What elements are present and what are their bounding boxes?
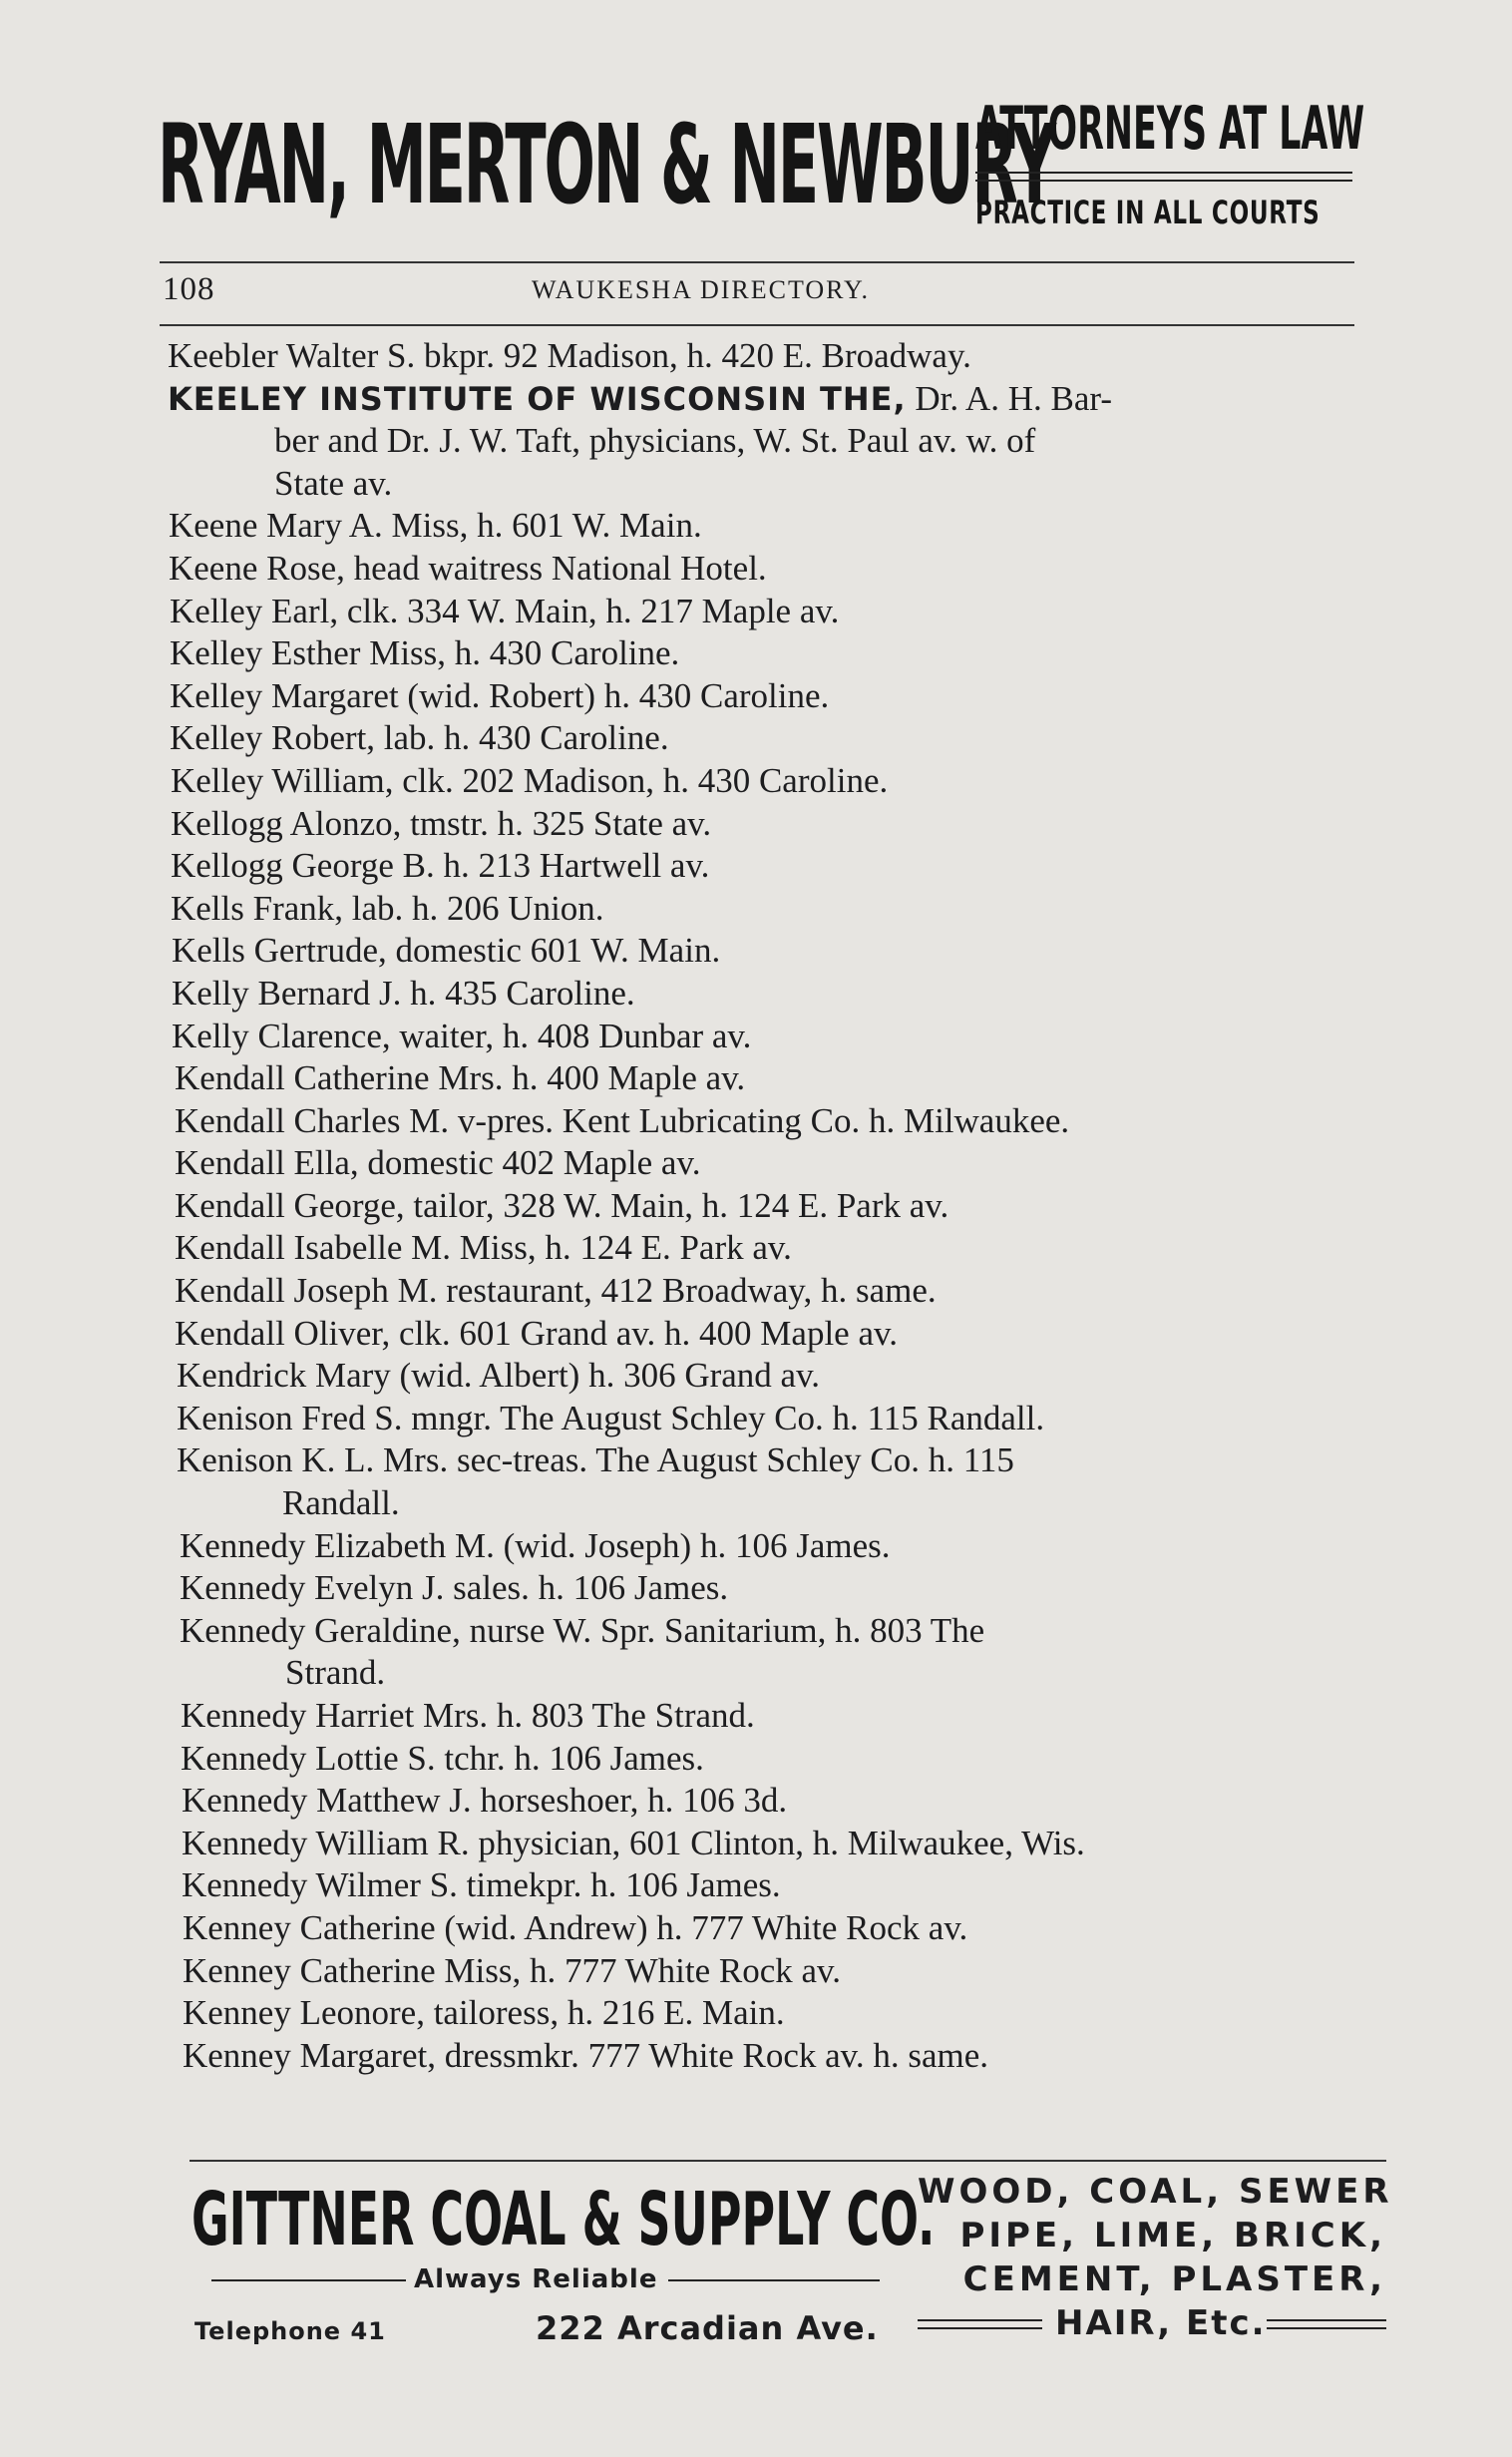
directory-entry: Kendall Joseph M. restaurant, 412 Broadway, h. same. — [175, 1271, 937, 1311]
directory-entry: Kells Gertrude, domestic 601 W. Main. — [172, 931, 721, 971]
tagline-rule-right — [668, 2279, 880, 2281]
directory-entry: Kellogg George B. h. 213 Hartwell av. — [171, 846, 710, 886]
directory-entry: Kennedy Lottie S. tchr. h. 106 James. — [181, 1738, 704, 1778]
entry-continuation: Strand. — [285, 1653, 386, 1693]
product-line: HAIR, Etc. — [1055, 2303, 1267, 2343]
directory-entry: Kelley William, clk. 202 Madison, h. 430 Caroline. — [171, 760, 889, 800]
entry-continuation: ber and Dr. J. W. Taft, physicians, W. St. Paul av. w. of — [274, 421, 1036, 461]
page-number: 108 — [163, 271, 215, 307]
directory-entry: Kendall George, tailor, 328 W. Main, h. 124 E. Park av. — [175, 1185, 949, 1225]
directory-title: WAUKESHA DIRECTORY. — [532, 275, 870, 304]
entry-continuation: Randall. — [282, 1483, 400, 1523]
running-head — [163, 271, 1354, 311]
directory-entry — [168, 378, 1384, 421]
law-firm-divider — [975, 180, 1352, 182]
directory-entry: Kennedy Geraldine, nurse W. Spr. Sanitarium, h. 803 The — [180, 1610, 985, 1650]
product-line: CEMENT, PLASTER, — [962, 2259, 1386, 2299]
directory-entry: Kendall Isabelle M. Miss, h. 124 E. Park av. — [175, 1228, 792, 1268]
directory-entry: Keene Mary A. Miss, h. 601 W. Main. — [169, 506, 702, 546]
header-rule — [160, 261, 1354, 263]
directory-entry: Kennedy Wilmer S. timekpr. h. 106 James. — [182, 1865, 781, 1905]
product-rule-right — [1267, 2319, 1386, 2329]
directory-entry: Kenney Catherine Miss, h. 777 White Rock av. — [183, 1950, 842, 1990]
coal-company-advertisement — [191, 2170, 1393, 2369]
law-firm-description — [975, 90, 1365, 239]
directory-entry: Keebler Walter S. bkpr. 92 Madison, h. 420 E. Broadway. — [168, 336, 971, 375]
directory-entry: Kendall Charles M. v-pres. Kent Lubricating Co. h. Milwaukee. — [175, 1100, 1070, 1140]
entry-bold-name: KEELEY INSTITUTE OF WISCONSIN THE, — [168, 379, 907, 418]
tagline-rule-left — [211, 2279, 406, 2281]
directory-entry: Kendrick Mary (wid. Albert) h. 306 Grand av. — [177, 1356, 821, 1396]
directory-entry: Kelly Clarence, waiter, h. 408 Dunbar av. — [172, 1016, 752, 1055]
running-head-rule — [160, 324, 1354, 326]
law-firm-title: ATTORNEYS AT LAW — [975, 94, 1365, 164]
directory-entry: Kenney Catherine (wid. Andrew) h. 777 White Rock av. — [183, 1907, 968, 1947]
directory-entry: Kenison Fred S. mngr. The August Schley Co. h. 115 Randall. — [177, 1398, 1045, 1437]
coal-company-name: GITTNER COAL & SUPPLY CO. — [191, 2177, 936, 2262]
entry-continuation: State av. — [274, 463, 393, 503]
directory-entry: Kendall Oliver, clk. 601 Grand av. h. 400 Maple av. — [175, 1313, 898, 1353]
directory-entry: Kelley Esther Miss, h. 430 Caroline. — [170, 633, 680, 673]
coal-company-address: 222 Arcadian Ave. — [536, 2309, 879, 2347]
law-firm-subtitle: PRACTICE IN ALL COURTS — [975, 194, 1321, 231]
directory-entry: Kennedy Matthew J. horseshoer, h. 106 3d. — [182, 1781, 788, 1821]
directory-entry: Kendall Ella, domestic 402 Maple av. — [175, 1143, 701, 1183]
directory-entry: Kennedy Evelyn J. sales. h. 106 James. — [180, 1568, 729, 1608]
directory-entry: Kenney Leonore, tailoress, h. 216 E. Main. — [183, 1993, 785, 2033]
directory-entry: Keene Rose, head waitress National Hotel. — [169, 548, 767, 588]
directory-entry: Kellogg Alonzo, tmstr. h. 325 State av. — [171, 803, 712, 843]
law-firm-advertisement — [158, 90, 1365, 239]
directory-entry: Kelly Bernard J. h. 435 Caroline. — [172, 973, 635, 1013]
directory-entry: Kennedy Elizabeth M. (wid. Joseph) h. 106 James. — [180, 1525, 891, 1565]
directory-entry: Kennedy William R. physician, 601 Clinton, h. Milwaukee, Wis. — [182, 1823, 1085, 1862]
coal-company-tagline: Always Reliable — [414, 2264, 658, 2294]
directory-entry: Kenney Margaret, dressmkr. 777 White Rock av. h. same. — [183, 2035, 989, 2075]
directory-entry: Kells Frank, lab. h. 206 Union. — [171, 888, 604, 928]
entry-text: Dr. A. H. Bar- — [906, 378, 1112, 418]
product-line: WOOD, COAL, SEWER — [918, 2172, 1393, 2212]
law-firm-name: RYAN, MERTON & NEWBURY — [158, 101, 1055, 228]
product-line-last — [918, 2301, 1386, 2345]
directory-entries — [168, 335, 1384, 2077]
product-line: PIPE, LIME, BRICK, — [959, 2216, 1386, 2255]
directory-entry: Kelley Robert, lab. h. 430 Caroline. — [170, 718, 669, 758]
coal-company-products — [918, 2170, 1393, 2345]
directory-entry: Kennedy Harriet Mrs. h. 803 The Strand. — [181, 1696, 755, 1735]
directory-entry: Kenison K. L. Mrs. sec-treas. The August Schley Co. h. 115 — [177, 1440, 1014, 1480]
directory-entry: Kelley Margaret (wid. Robert) h. 430 Caroline. — [170, 675, 830, 715]
law-firm-divider — [975, 172, 1352, 174]
coal-company-telephone: Telephone 41 — [194, 2317, 386, 2345]
directory-entry: Kendall Catherine Mrs. h. 400 Maple av. — [175, 1058, 746, 1098]
product-rule-left — [918, 2319, 1042, 2329]
tagline-row — [191, 2259, 890, 2299]
directory-entry: Kelley Earl, clk. 334 W. Main, h. 217 Maple av. — [170, 591, 840, 630]
footer-rule — [189, 2160, 1386, 2162]
